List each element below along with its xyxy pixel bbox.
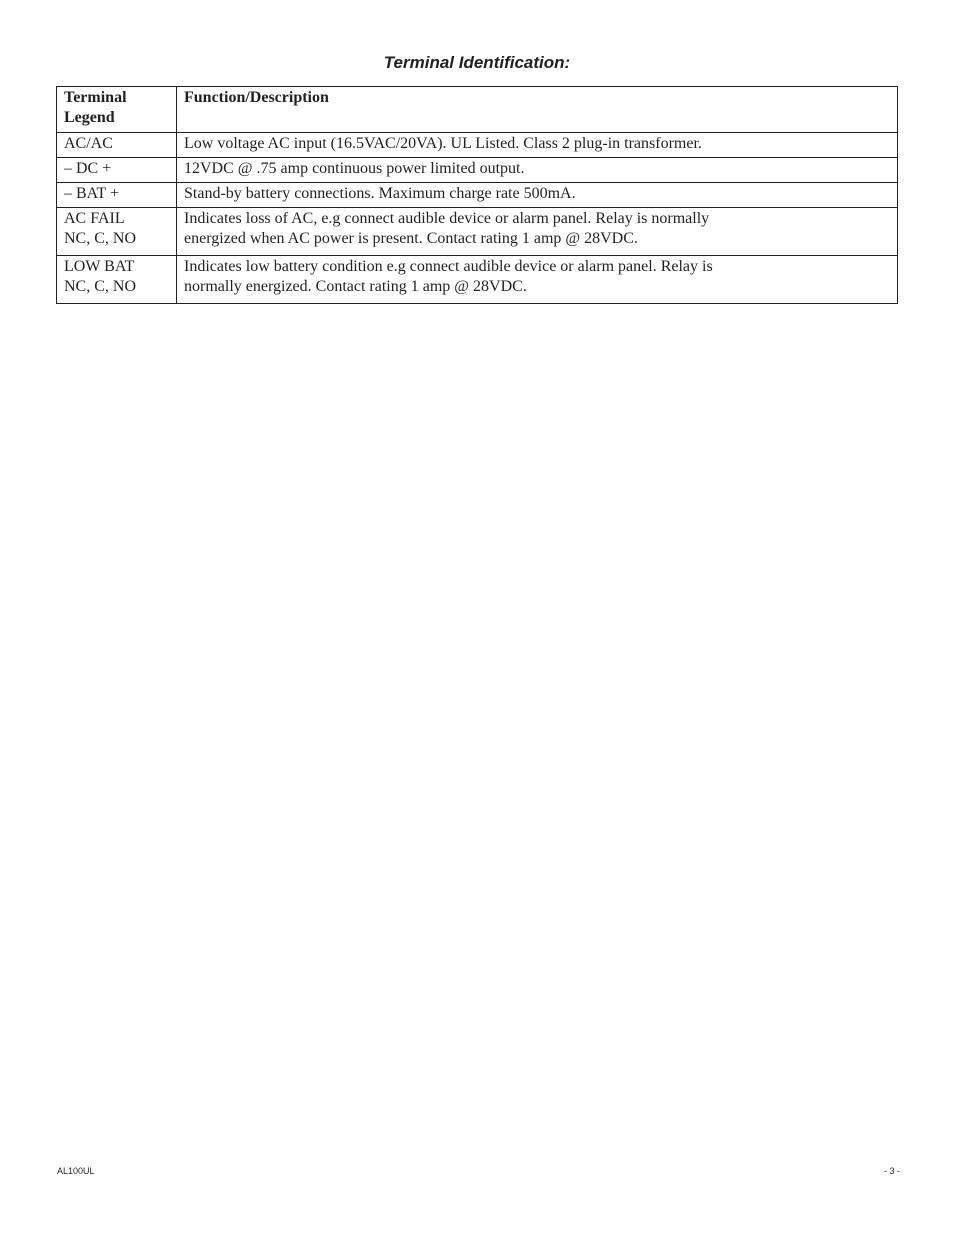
function-description-cell: 12VDC @ .75 amp continuous power limited output. bbox=[177, 158, 898, 183]
terminal-legend-cell: AC FAIL NC, C, NO bbox=[57, 208, 177, 256]
footer-model-number: AL100UL bbox=[57, 1166, 95, 1176]
function-description-cell: Stand-by battery connections. Maximum charge rate 500mA. bbox=[177, 183, 898, 208]
function-description-cell: Low voltage AC input (16.5VAC/20VA). UL Listed. Class 2 plug-in transformer. bbox=[177, 133, 898, 158]
table-row bbox=[57, 256, 898, 304]
table-header-row bbox=[57, 87, 898, 133]
table-row bbox=[57, 183, 898, 208]
table-row bbox=[57, 133, 898, 158]
table-row bbox=[57, 208, 898, 256]
page-title: Terminal Identification: bbox=[383, 53, 571, 72]
terminal-legend-cell: AC/AC bbox=[57, 133, 177, 158]
terminal-legend-cell: – BAT + bbox=[57, 183, 177, 208]
function-description-cell: Indicates loss of AC, e.g connect audible device or alarm panel. Relay is normally energized when AC power is present. Contact rating 1 amp @ 28VDC. bbox=[177, 208, 898, 256]
terminal-legend-cell: – DC + bbox=[57, 158, 177, 183]
footer-page-number: - 3 - bbox=[883, 1166, 900, 1176]
column-header-terminal-legend: Terminal Legend bbox=[57, 87, 177, 133]
terminal-identification-table bbox=[56, 86, 898, 304]
column-header-function-description: Function/Description bbox=[177, 87, 898, 133]
function-description-cell: Indicates low battery condition e.g connect audible device or alarm panel. Relay is normally energized. Contact rating 1 amp @ 28VDC. bbox=[177, 256, 898, 304]
terminal-legend-cell: LOW BAT NC, C, NO bbox=[57, 256, 177, 304]
table-row bbox=[57, 158, 898, 183]
